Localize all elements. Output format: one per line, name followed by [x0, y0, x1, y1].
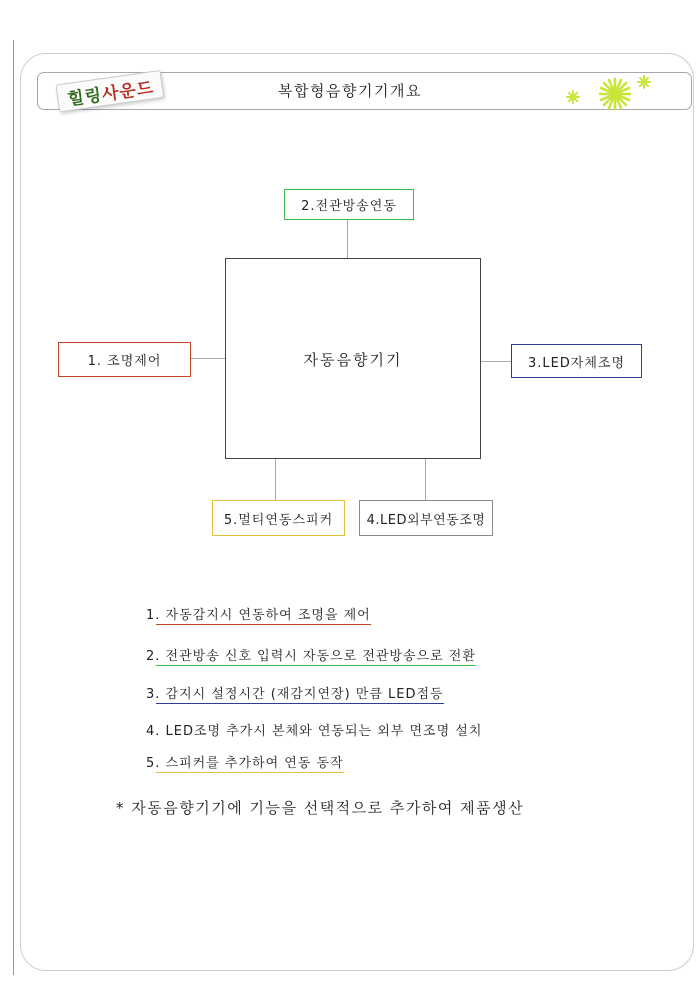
sparkle-decoration-icon [560, 70, 660, 112]
logo-text-part2: 사운드 [100, 78, 156, 106]
list-item-4-text: 4. LED조명 추가시 본체와 연동되는 외부 면조명 설치 [146, 724, 483, 739]
box-led-external [359, 500, 493, 536]
box-multi-speaker [212, 500, 345, 536]
box-lighting-control-label: 1. 조명제어 [87, 354, 162, 369]
connector-top [347, 219, 348, 259]
page-title: 복합형음향기기개요 [278, 82, 422, 100]
list-item-5-text: 5. 스피커를 추가하여 연동 동작 [146, 756, 344, 771]
central-device-box [225, 258, 481, 459]
list-item-5 [146, 752, 344, 771]
left-margin-rule [13, 40, 14, 975]
connector-right [480, 361, 511, 362]
box-broadcast-link-label: 2.전관방송연동 [301, 199, 397, 214]
list-item-2-text: 2. 전관방송 신호 입력시 자동으로 전관방송으로 전환 [146, 649, 476, 664]
list-item-2 [146, 645, 476, 664]
list-item-1 [146, 604, 371, 623]
box-led-external-label: 4.LED외부연동조명 [366, 512, 486, 528]
box-lighting-control [58, 342, 191, 377]
connector-left [190, 358, 226, 359]
central-device-label: 자동음향기기 [303, 351, 403, 369]
list-item-5-underline [156, 772, 344, 773]
list-item-4 [146, 720, 482, 739]
box-led-self [511, 344, 642, 378]
list-item-1-text: 1. 자동감지시 연동하여 조명을 제어 [146, 608, 371, 623]
connector-bottom-left [275, 458, 276, 500]
list-item-3-text: 3. 감지시 설정시간 (재감지연장) 만큼 LED점등 [146, 687, 444, 702]
box-multi-speaker-label: 5.멀티연동스피커 [223, 512, 334, 528]
list-item-3-underline [156, 703, 444, 704]
box-led-self-label: 3.LED자체조명 [527, 355, 626, 371]
logo-text-part1: 힐링 [66, 85, 104, 111]
footnote: * 자동음향기기에 기능을 선택적으로 추가하여 제품생산 [116, 799, 525, 817]
connector-bottom-right [425, 458, 426, 500]
list-item-1-underline [156, 624, 371, 625]
list-item-3 [146, 683, 444, 702]
list-item-2-underline [156, 665, 476, 666]
box-broadcast-link [284, 189, 414, 220]
